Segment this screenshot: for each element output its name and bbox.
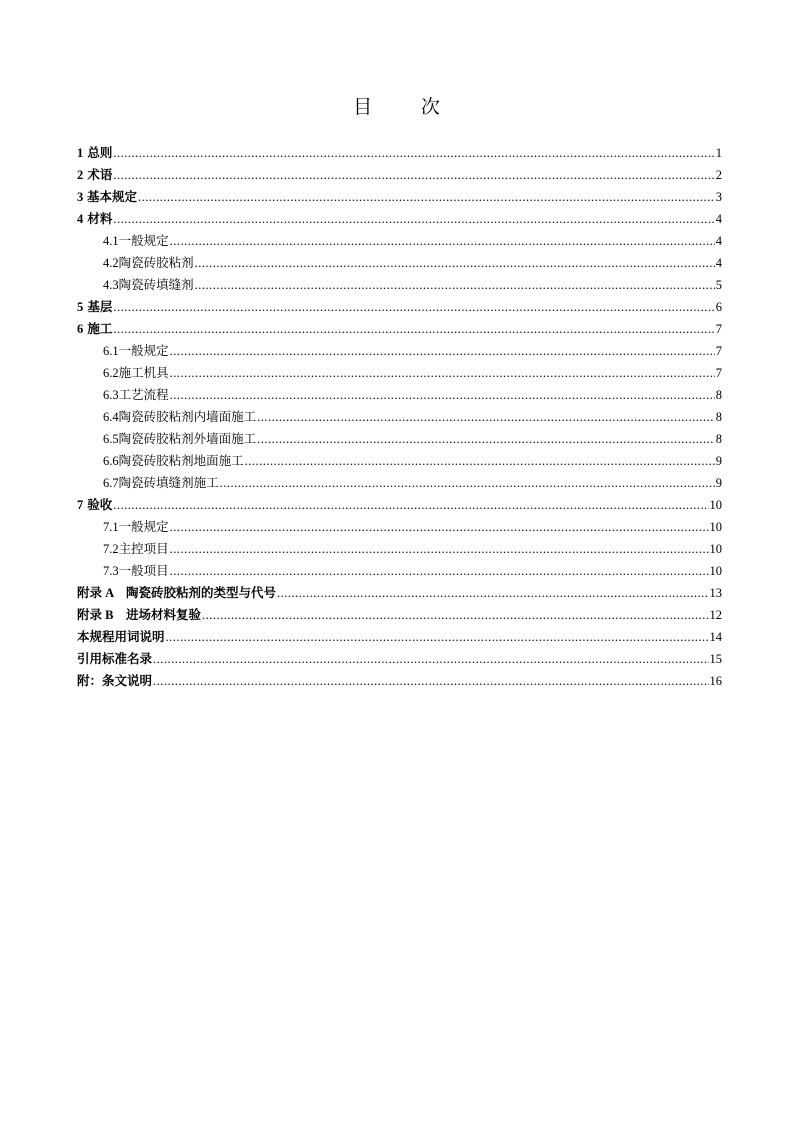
toc-entry-page: 4 <box>715 212 722 226</box>
toc-entry[interactable] <box>77 252 722 274</box>
toc-entry[interactable] <box>77 340 722 362</box>
toc-entry-label: 基本规定 <box>86 190 137 204</box>
toc-entry-page: 7 <box>715 322 722 336</box>
toc-entry-number: 3 <box>77 190 84 204</box>
leader-dots <box>170 516 709 538</box>
leader-dots <box>195 252 715 274</box>
toc-entry-number: 4 <box>77 212 84 226</box>
toc-entry[interactable] <box>77 142 722 164</box>
toc-entry[interactable] <box>77 670 722 692</box>
toc-entry-label: 验收 <box>87 498 113 512</box>
toc-entry-number: 6.3 <box>103 388 119 402</box>
toc-entry[interactable] <box>77 604 722 626</box>
toc-entry-number: 7.1 <box>103 520 119 534</box>
leader-dots <box>138 186 715 208</box>
toc-entry-page: 10 <box>709 564 722 578</box>
toc-entry-label: 一般规定 <box>118 344 169 358</box>
toc-entry[interactable] <box>77 230 722 252</box>
toc-entry[interactable] <box>77 406 722 428</box>
toc-entry-label: 施工机具 <box>118 366 169 380</box>
toc-entry-label: 施工 <box>87 322 113 336</box>
toc-entry-number: 6.7 <box>103 476 119 490</box>
toc-entry-label: 总则 <box>87 146 113 160</box>
toc-entry-number: 6.5 <box>103 432 119 446</box>
toc-entry-label: 主控项目 <box>118 542 169 556</box>
leader-dots <box>170 362 715 384</box>
toc-entry-page: 12 <box>709 608 722 622</box>
leader-dots <box>113 296 714 318</box>
toc-entry-label: 附录 B 进场材料复验 <box>77 608 201 622</box>
toc-entry-number: 2 <box>77 168 84 182</box>
toc-entry-label: 术语 <box>87 168 113 182</box>
leader-dots <box>195 274 715 296</box>
toc-entry-page: 4 <box>715 234 722 248</box>
toc-entry[interactable] <box>77 472 722 494</box>
toc-entry[interactable] <box>77 384 722 406</box>
leader-dots <box>277 582 709 604</box>
page-title: 目 次 <box>353 97 462 118</box>
leader-dots <box>166 626 709 648</box>
toc-entry[interactable] <box>77 494 722 516</box>
toc-entry-page: 16 <box>709 674 722 688</box>
table-of-contents <box>77 142 722 692</box>
toc-entry-page: 4 <box>715 256 722 270</box>
toc-entry[interactable] <box>77 208 722 230</box>
toc-entry[interactable] <box>77 516 722 538</box>
leader-dots <box>113 494 708 516</box>
toc-entry-page: 7 <box>715 366 722 380</box>
toc-entry[interactable] <box>77 450 722 472</box>
leader-dots <box>170 230 715 252</box>
toc-entry-label: 陶瓷砖胶粘剂地面施工 <box>118 454 244 468</box>
toc-entry[interactable] <box>77 648 722 670</box>
toc-entry-number: 4.3 <box>103 278 119 292</box>
leader-dots <box>113 318 714 340</box>
toc-entry-label: 材料 <box>87 212 113 226</box>
toc-entry-label: 陶瓷砖胶粘剂内墙面施工 <box>118 410 257 424</box>
toc-entry[interactable] <box>77 318 722 340</box>
leader-dots <box>113 164 714 186</box>
toc-entry[interactable] <box>77 164 722 186</box>
leader-dots <box>113 142 714 164</box>
toc-entry-page: 10 <box>709 520 722 534</box>
toc-entry-page: 9 <box>715 476 722 490</box>
toc-entry[interactable] <box>77 582 722 604</box>
toc-entry-number: 6.1 <box>103 344 119 358</box>
leader-dots <box>257 406 715 428</box>
leader-dots <box>220 472 715 494</box>
toc-entry-label: 一般规定 <box>118 520 169 534</box>
toc-entry-number: 7 <box>77 498 84 512</box>
toc-entry-number: 4.1 <box>103 234 119 248</box>
toc-entry[interactable] <box>77 626 722 648</box>
toc-entry[interactable] <box>77 428 722 450</box>
toc-entry[interactable] <box>77 538 722 560</box>
toc-entry-page: 3 <box>715 190 722 204</box>
toc-entry-label: 本规程用词说明 <box>77 630 165 644</box>
toc-entry-number: 6.6 <box>103 454 119 468</box>
toc-entry-label: 陶瓷砖填缝剂施工 <box>118 476 219 490</box>
leader-dots <box>153 648 708 670</box>
toc-entry-page: 8 <box>715 388 722 402</box>
leader-dots <box>170 340 715 362</box>
toc-entry-page: 14 <box>709 630 722 644</box>
toc-entry-label: 一般项目 <box>118 564 169 578</box>
toc-entry[interactable] <box>77 186 722 208</box>
toc-entry[interactable] <box>77 274 722 296</box>
leader-dots <box>170 560 709 582</box>
toc-entry-page: 2 <box>715 168 722 182</box>
leader-dots <box>245 450 715 472</box>
toc-entry-number: 7.3 <box>103 564 119 578</box>
leader-dots <box>170 384 715 406</box>
toc-entry[interactable] <box>77 560 722 582</box>
toc-entry-label: 附：条文说明 <box>77 674 153 688</box>
toc-entry-page: 15 <box>709 652 722 666</box>
leader-dots <box>257 428 715 450</box>
toc-entry-label: 一般规定 <box>118 234 169 248</box>
toc-entry-page: 9 <box>715 454 722 468</box>
leader-dots <box>113 208 714 230</box>
toc-entry-label: 引用标准名录 <box>77 652 153 666</box>
toc-entry-page: 10 <box>709 542 722 556</box>
toc-entry-label: 陶瓷砖胶粘剂外墙面施工 <box>118 432 257 446</box>
toc-entry-page: 8 <box>715 410 722 424</box>
toc-entry-page: 7 <box>715 344 722 358</box>
leader-dots <box>170 538 709 560</box>
toc-entry-number: 6.2 <box>103 366 119 380</box>
toc-entry-number: 7.2 <box>103 542 119 556</box>
toc-entry[interactable] <box>77 362 722 384</box>
leader-dots <box>153 670 708 692</box>
toc-entry-page: 6 <box>715 300 722 314</box>
toc-entry-label: 基层 <box>87 300 113 314</box>
toc-entry-page: 8 <box>715 432 722 446</box>
leader-dots <box>202 604 709 626</box>
toc-entry-number: 4.2 <box>103 256 119 270</box>
toc-entry-page: 1 <box>715 146 722 160</box>
toc-entry-label: 工艺流程 <box>118 388 169 402</box>
toc-entry-number: 6 <box>77 322 84 336</box>
toc-entry[interactable] <box>77 296 722 318</box>
toc-entry-number: 1 <box>77 146 84 160</box>
toc-entry-page: 5 <box>715 278 722 292</box>
toc-entry-label: 陶瓷砖填缝剂 <box>118 278 194 292</box>
toc-entry-label: 陶瓷砖胶粘剂 <box>118 256 194 270</box>
toc-entry-page: 13 <box>709 586 722 600</box>
toc-entry-number: 5 <box>77 300 84 314</box>
toc-entry-label: 附录 A 陶瓷砖胶粘剂的类型与代号 <box>77 586 276 600</box>
toc-entry-page: 10 <box>709 498 722 512</box>
toc-entry-number: 6.4 <box>103 410 119 424</box>
